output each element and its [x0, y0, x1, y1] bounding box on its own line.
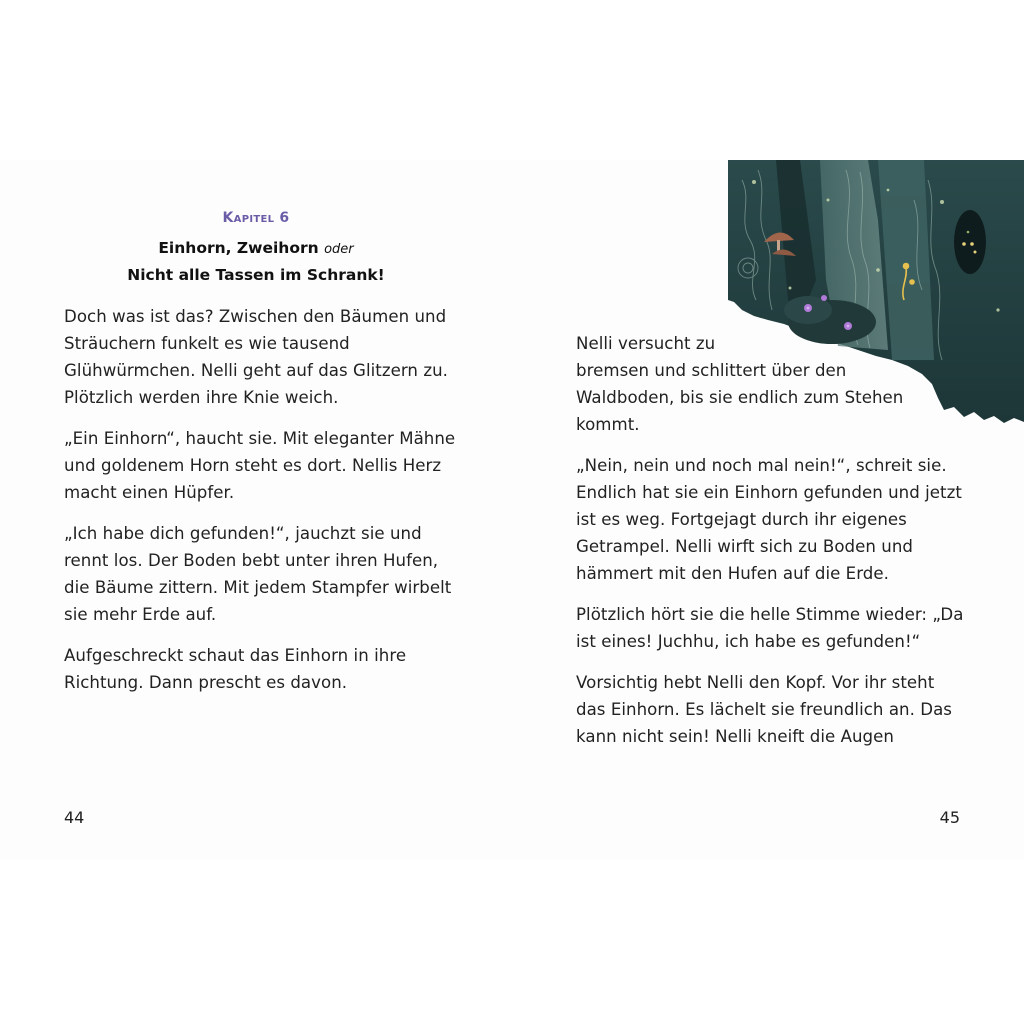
- paragraph: „Nein, nein und noch mal nein!“, schreit sie. Endlich hat sie ein Einhorn gefunden und jetzt ist es weg. Fortgejagt durch ihr eigenes Getrampel. Nelli wirft sich zu Boden und hämmert mit den Hufen auf die Erde.: [576, 456, 962, 583]
- paragraph: „Ich habe dich gefunden!“, jauchzt sie und rennt los. Der Boden bebt unter ihren Hufen, die Bäume zittern. Mit jedem Stampfer wirbelt sie mehr Erde auf.: [64, 524, 452, 624]
- paragraph: Aufgeschreckt schaut das Einhorn in ihre Richtung. Dann prescht es davon.: [64, 646, 407, 692]
- chapter-label: Kapitel 6: [222, 210, 290, 226]
- paragraph: „Ein Einhorn“, haucht sie. Mit eleganter Mähne und goldenem Horn steht es dort. Nellis Herz macht einen Hüpfer.: [64, 429, 456, 502]
- left-page: [0, 160, 512, 860]
- right-page: [512, 160, 1024, 860]
- forest-illustration-icon: [728, 160, 1024, 425]
- chapter-title-main: Einhorn, Zweihorn: [158, 239, 319, 257]
- page-number: 44: [64, 808, 85, 827]
- chapter-title-line-2: Nicht alle Tassen im Schrank!: [127, 266, 385, 284]
- paragraph: Vorsichtig hebt Nelli den Kopf. Vor ihr steht das Einhorn. Es lächelt sie freundlich an. Das kann nicht sein! Nelli kneift die Augen: [576, 673, 952, 746]
- book-spread: [0, 160, 1024, 860]
- chapter-title-oder: oder: [324, 242, 354, 257]
- paragraph: Doch was ist das? Zwischen den Bäumen und Sträuchern funkelt es wie tausend Glühwürmchen. Nelli geht auf das Glitzern zu. Plötzlich werden ihre Knie weich.: [64, 307, 448, 407]
- page-number: 45: [939, 808, 960, 827]
- paragraph: Nelli versucht zu bremsen und schlittert über den Waldboden, bis sie endlich zum Stehen kommt.: [576, 334, 904, 434]
- paragraph: Plötzlich hört sie die helle Stimme wieder: „Da ist eines! Juchhu, ich habe es gefunden!“: [576, 605, 964, 651]
- chapter-title-line-1: [0, 239, 512, 257]
